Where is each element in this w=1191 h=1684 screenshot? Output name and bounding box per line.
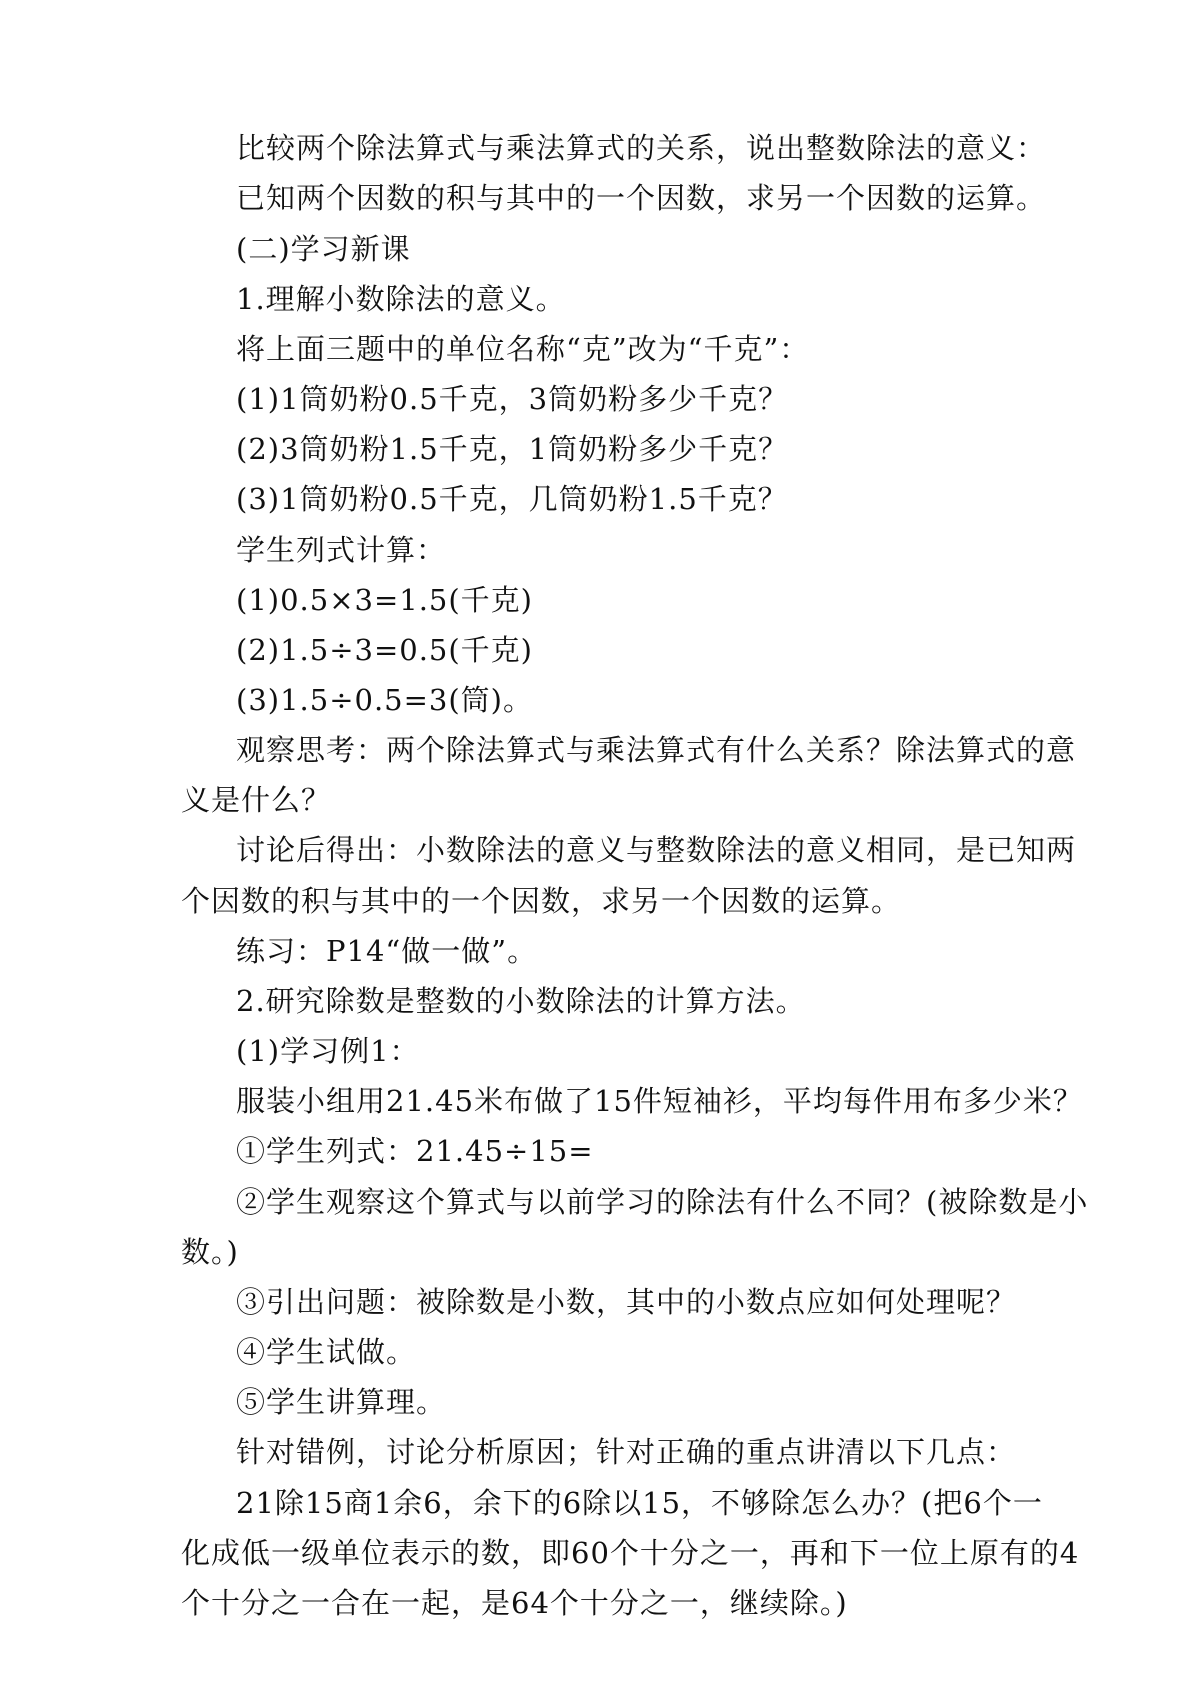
paragraph-line: 义是什么？ xyxy=(181,783,332,817)
paragraph-line: (1)学习例1： xyxy=(236,1034,420,1068)
paragraph-line: 比较两个除法算式与乘法算式的关系，说出整数除法的意义： xyxy=(236,131,1047,165)
step-line: ⑤学生讲算理。 xyxy=(236,1385,447,1419)
paragraph-line: 21除15商1余6，余下的6除以15，不够除怎么办？(把6个一 xyxy=(236,1486,1043,1520)
paragraph-line: 已知两个因数的积与其中的一个因数，求另一个因数的运算。 xyxy=(236,181,1047,215)
paragraph-line: 个十分之一合在一起，是64个十分之一，继续除。) xyxy=(181,1586,848,1620)
paragraph-line: 将上面三题中的单位名称“克”改为“千克”： xyxy=(236,332,810,366)
step-line: ②学生观察这个算式与以前学习的除法有什么不同？(被除数是小 xyxy=(236,1185,1089,1219)
problem-line: 服装小组用21.45米布做了15件短袖衫，平均每件用布多少米？ xyxy=(236,1084,1083,1118)
paragraph-line: 针对错例，讨论分析原因；针对正确的重点讲清以下几点： xyxy=(236,1435,1017,1469)
paragraph-line: 数。) xyxy=(181,1235,239,1269)
problem-line: (1)1筒奶粉0.5千克，3筒奶粉多少千克？ xyxy=(236,382,789,416)
equation-line: (1)0.5×3=1.5(千克) xyxy=(236,583,533,617)
paragraph-line: 练习：P14“做一做”。 xyxy=(236,934,538,968)
paragraph-line: 观察思考：两个除法算式与乘法算式有什么关系？除法算式的意 xyxy=(236,733,1077,767)
equation-line: (2)1.5÷3=0.5(千克) xyxy=(236,633,533,667)
equation-line: (3)1.5÷0.5=3(筒)。 xyxy=(236,683,533,717)
problem-line: (2)3筒奶粉1.5千克，1筒奶粉多少千克？ xyxy=(236,432,789,466)
step-line: ①学生列式：21.45÷15= xyxy=(236,1134,594,1168)
subsection-heading: 2.研究除数是整数的小数除法的计算方法。 xyxy=(236,984,806,1018)
problem-line: (3)1筒奶粉0.5千克，几筒奶粉1.5千克？ xyxy=(236,482,788,516)
paragraph-line: 个因数的积与其中的一个因数，求另一个因数的运算。 xyxy=(181,884,902,918)
subsection-heading: 1.理解小数除法的意义。 xyxy=(236,282,566,316)
paragraph-line: 讨论后得出：小数除法的意义与整数除法的意义相同，是已知两 xyxy=(236,833,1077,867)
section-heading: (二)学习新课 xyxy=(236,232,411,266)
step-line: ③引出问题：被除数是小数，其中的小数点应如何处理呢？ xyxy=(236,1285,1017,1319)
paragraph-line: 学生列式计算： xyxy=(236,533,447,567)
paragraph-line: 化成低一级单位表示的数，即60个十分之一，再和下一位上原有的4 xyxy=(181,1536,1080,1570)
step-line: ④学生试做。 xyxy=(236,1335,417,1369)
